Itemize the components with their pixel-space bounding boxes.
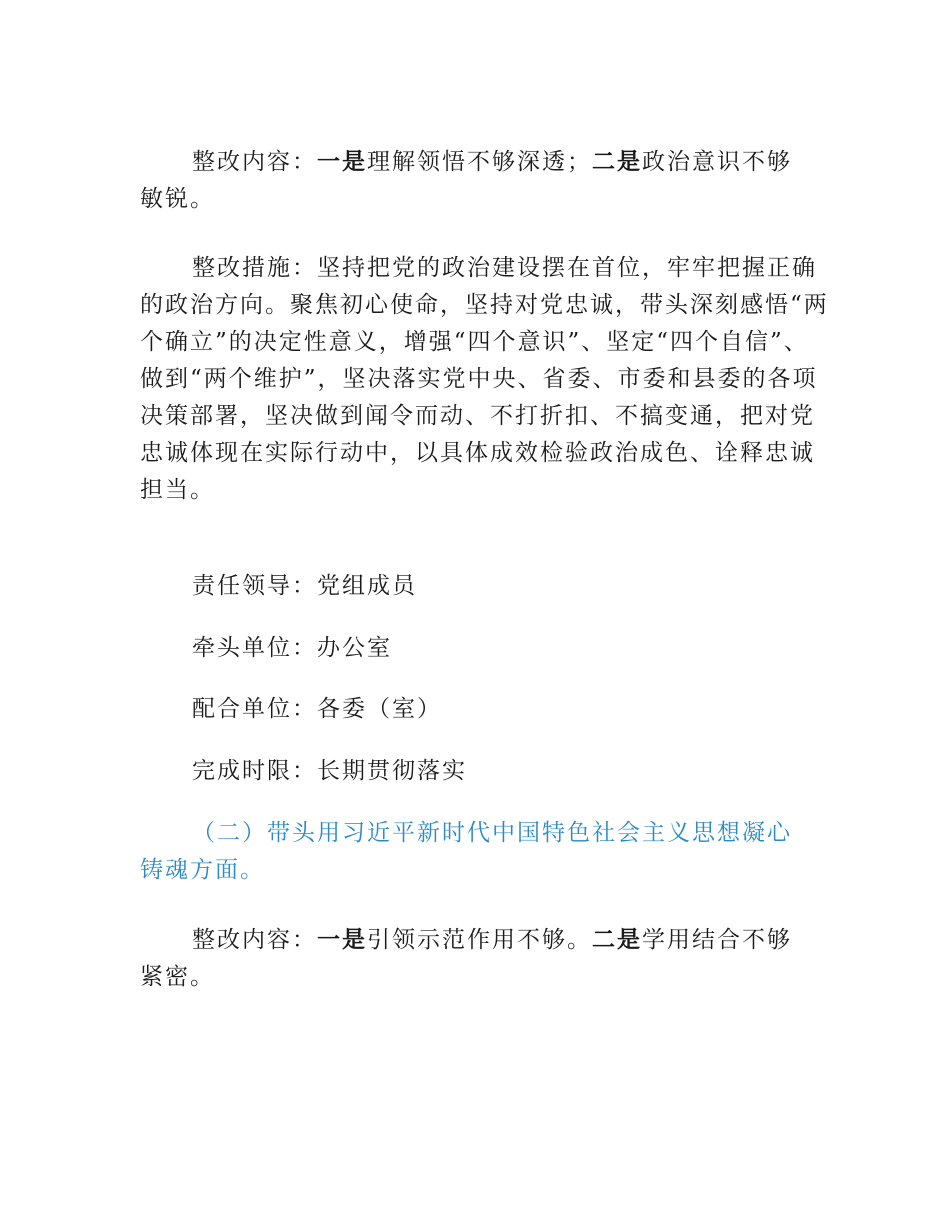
cooperating-unit-line: 配合单位：各委（室） xyxy=(192,696,442,722)
point-two-text: 学用结合不够紧密。 xyxy=(140,927,792,990)
section-heading: （二）带头用习近平新时代中国特色社会主义思想凝心铸魂方面。 xyxy=(140,820,792,883)
rectification-measures-paragraph: 整改措施：坚持把党的政治建设摆在首位，牢牢把握正确的政治方向。聚焦初心使命，坚持对党忠诚，带头深刻感悟“两个确立”的决定性意义，增强“四个意识”、坚定“四个自信”、做到“两个维护”，坚决落实党中央、省委、市委和县委的各项决策部署，坚决做到闻令而动、不打折扣、不搞变通，把对党忠诚体现在实际行动中，以具体成效检验政治成色、诠释忠诚担当。 xyxy=(140,255,829,503)
lead-unit-line: 牵头单位：办公室 xyxy=(192,635,392,661)
point-two-marker: 二是 xyxy=(592,148,642,175)
point-one-text: 理解领悟不够深透； xyxy=(367,149,592,175)
deadline-line: 完成时限：长期贯彻落实 xyxy=(192,758,467,784)
point-one-marker: 一是 xyxy=(317,926,367,953)
point-one-marker: 一是 xyxy=(317,148,367,175)
responsible-leader-line: 责任领导：党组成员 xyxy=(192,573,417,599)
rectification-content-paragraph-2 xyxy=(140,921,800,996)
rectification-content-paragraph-1 xyxy=(140,143,800,218)
point-one-text: 引领示范作用不够。 xyxy=(367,927,592,953)
content-label: 整改内容： xyxy=(192,149,317,175)
point-two-text: 政治意识不够敏锐。 xyxy=(140,149,792,212)
content-label: 整改内容： xyxy=(192,927,317,953)
point-two-marker: 二是 xyxy=(592,926,642,953)
